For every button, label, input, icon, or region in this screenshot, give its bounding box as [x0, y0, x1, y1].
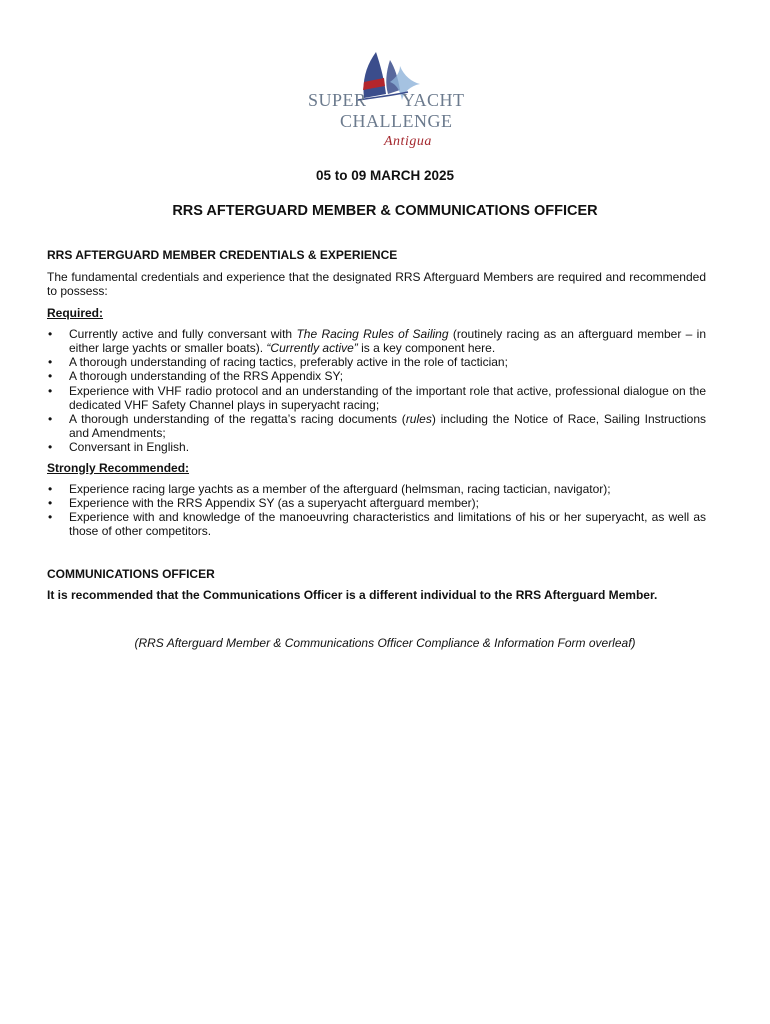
- list-item: • A thorough understanding of racing tactics, preferably active in the role of tactician;: [48, 355, 508, 370]
- list-item: • Currently active and fully conversant with The Racing Rules of Sailing (routinely racing as an afterguard member – in either large yachts or smaller boats). “Currently active” is a key component here.: [48, 326, 706, 356]
- required-list: [47, 327, 706, 455]
- logo-word-antigua: Antigua: [384, 134, 432, 149]
- credentials-intro: The fundamental credentials and experience that the designated RRS Afterguard Members are required and recommended to possess:: [47, 270, 706, 299]
- logo-word-challenge: CHALLENGE: [340, 111, 453, 131]
- list-item: • Experience racing large yachts as a member of the afterguard (helmsman, racing tactician, navigator);: [48, 481, 611, 496]
- required-heading: Required:: [47, 305, 104, 320]
- list-item: • Experience with the RRS Appendix SY (as a superyacht afterguard member);: [48, 496, 479, 511]
- superyacht-challenge-logo: [300, 48, 470, 160]
- logo-word-yacht: YACHT: [402, 90, 465, 110]
- list-item: • Experience with VHF radio protocol and an understanding of the important role that active, professional dialogue on the dedicated VHF Safety Channel plays in superyacht racing;: [48, 383, 706, 412]
- list-item: • A thorough understanding of the RRS Appendix SY;: [48, 369, 344, 384]
- list-item: • Experience with and knowledge of the manoeuvring characteristics and limitations of his or her superyacht, as well as those of other competitors.: [48, 510, 706, 539]
- page-title: RRS AFTERGUARD MEMBER & COMMUNICATIONS OFFICER: [172, 203, 598, 219]
- list-item: • A thorough understanding of the regatta’s racing documents (rules) including the Notice of Race, Sailing Instructions and Amendments;: [48, 412, 707, 441]
- recommended-list: [47, 482, 706, 539]
- document-body: [47, 248, 706, 602]
- list-item: • Conversant in English.: [48, 440, 190, 455]
- credentials-heading: RRS AFTERGUARD MEMBER CREDENTIALS & EXPERIENCE: [47, 248, 398, 262]
- logo-word-super: SUPER: [308, 90, 367, 110]
- footer-note: (RRS Afterguard Member & Communications Officer Compliance & Information Form overleaf): [134, 636, 636, 650]
- recommended-heading: Strongly Recommended:: [47, 460, 190, 475]
- event-dates: 05 to 09 MARCH 2025: [315, 168, 455, 183]
- communications-heading: COMMUNICATIONS OFFICER: [47, 566, 215, 581]
- communications-text: It is recommended that the Communications Officer is a different individual to the RRS Afterguard Member.: [47, 587, 658, 602]
